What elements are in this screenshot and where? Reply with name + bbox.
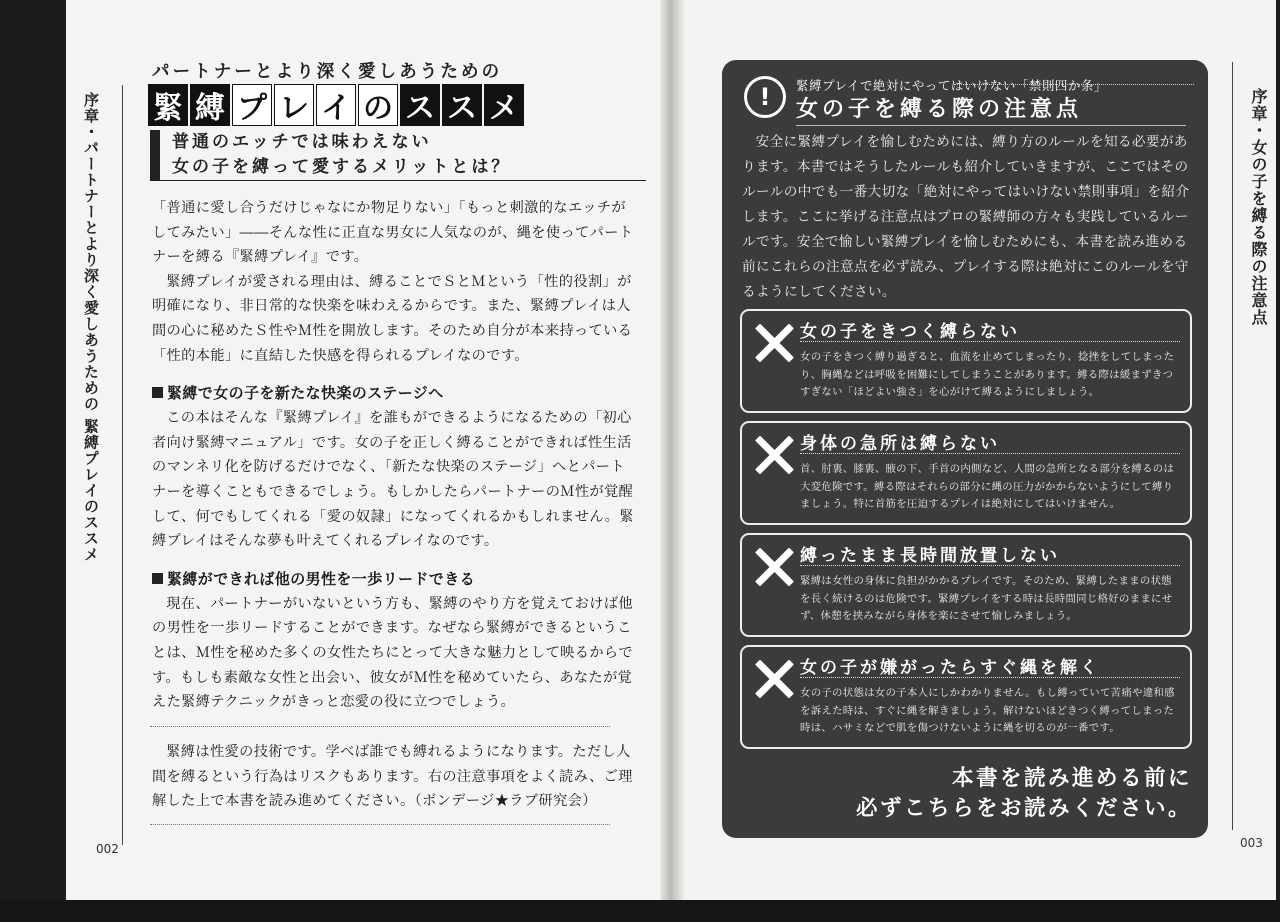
rule-card	[740, 533, 1192, 637]
rule-title: 縛ったまま長時間放置しない	[800, 546, 1060, 566]
title-char: ス	[400, 84, 440, 126]
section-heading-text: 緊縛ができれば他の男性を一歩リードできる	[167, 569, 476, 588]
rule-card	[740, 421, 1192, 525]
rule-text: 女の子の状態は女の子本人にしかわかりません。もし縛っていて苦痛や違和感を訴えた時は、すぐに縄を解きましょう。解けないほどきつく縛ってしまった時は、ハサミなどで肌を傷つけないように縄を切るのが一番です。	[800, 687, 1175, 734]
divider	[150, 824, 610, 825]
exclamation-icon: !	[744, 76, 786, 118]
divider	[800, 453, 1180, 454]
title-char: プ	[232, 84, 272, 126]
page-title	[148, 84, 550, 124]
square-bullet-icon	[152, 573, 163, 584]
rule-text: 首、肘裏、膝裏、腋の下、手首の内側など、人間の急所となる部分を縛るのは大変危険です。縛る際はそれらの部分に縄の圧力がかからないようにして縛りましょう。特に首筋を圧迫するプレイは絶対にしてはいけません。	[800, 463, 1175, 510]
square-bullet-icon	[152, 387, 163, 398]
title-char: イ	[316, 84, 356, 126]
panel-kicker: 緊縛プレイで絶対にやってはいけない「禁則四か条」	[796, 78, 1107, 93]
left-body	[152, 196, 636, 715]
subheading-line: 女の子を縛って愛するメリットとは？	[172, 157, 512, 177]
section-paragraph: この本はそんな『緊縛プレイ』を誰もができるようになるための「初心者向け緊縛マニュアル」です。女の子を正しく縛ることができれば性生活のマンネリ化を防げるだけでなく、「新たな快楽のステージ」へとパートナーを導くこともできるでしょう。もしかしたらパートナーのＭ性が覚醒して、何でもしてくれる「愛の奴隷」になってくれるかもしれません。緊縛プレイはそんな夢も叶えてくれるプレイなのです。	[152, 410, 634, 550]
section-paragraph: 現在、パートナーがいないという方も、緊縛のやり方を覚えておけば他の男性を一歩リードすることができます。なぜなら緊縛ができるということは、Ｍ性を秘めた多くの女性たちにとって大きな魅力として映るからです。もしも素敵な女性と出会い、彼女がＭ性を秘めていたら、あなたが覚えた緊縛テクニックがきっと恋愛の役に立つでしょう。	[152, 595, 633, 711]
intro-paragraph: 緊縛プレイが愛される理由は、縛ることでＳとＭという「性的役割」が明確になり、非日常的な快楽を味わえるからです。また、緊縛プレイは人間の心に秘めたＳ性やＭ性を開放します。そのため自分が本来持っている「性的本能」に直結した快感を得られるプレイなのです。	[152, 273, 633, 364]
page-number-right: 003	[1240, 836, 1263, 850]
left-running-head: 序章・パートナーとより深く愛しあうための 緊縛プレイのススメ	[82, 92, 100, 563]
rule-card	[740, 645, 1192, 749]
title-char: メ	[484, 84, 524, 126]
panel-title: 女の子を縛る際の注意点	[796, 92, 1186, 126]
closing-note: 緊縛は性愛の技術です。学べば誰でも縛れるようになります。ただし人間を縛るという行為はリスクもあります。右の注意事項をよく読み、ご理解した上で本書を読み進めてください。（ボンデージ★ラブ研究会）	[152, 744, 633, 810]
divider	[800, 341, 1180, 342]
rule-card	[740, 309, 1192, 413]
rule-title: 女の子が嫌がったらすぐ縄を解く	[800, 658, 1100, 678]
book-gutter	[660, 0, 684, 905]
cross-icon	[754, 323, 794, 363]
title-char: の	[358, 84, 398, 126]
divider	[800, 565, 1180, 566]
rule-text: 緊縛は女性の身体に負担がかかるプレイです。そのため、緊縛したままの状態を長く続けるのは危険です。緊縛プレイをする時は長時間同じ格好のままにせず、休憩を挟みながら身体を楽にさせて愉しみましょう。	[800, 575, 1173, 622]
rule-title: 身体の急所は縛らない	[800, 434, 1000, 454]
scan-background	[0, 900, 1280, 922]
section-heading	[152, 380, 636, 406]
section-heading	[152, 566, 636, 592]
intro-paragraph: 「普通に愛し合うだけじゃなにか物足りない」「もっと刺激的なエッチがしてみたい」――そんな性に正直な男女に人気なのが、縄を使ってパートナーを縛る『緊縛プレイ』です。	[152, 200, 634, 266]
divider	[954, 84, 1194, 85]
cross-icon	[754, 659, 794, 699]
footer-line: 本書を読み進める前に	[951, 766, 1192, 791]
cross-icon	[754, 547, 794, 587]
section-heading-text: 緊縛で女の子を新たな快楽のステージへ	[167, 384, 444, 403]
divider	[800, 677, 1180, 678]
rule-title: 女の子をきつく縛らない	[800, 322, 1020, 342]
page-number-left: 002	[96, 842, 119, 856]
subheading-line: 普通のエッチでは味わえない	[172, 132, 432, 152]
panel-intro: 安全に緊縛プレイを愉しむためには、縛り方のルールを知る必要があります。本書ではそうしたルールも紹介していきますが、ここではそのルールの中でも一番大切な「絶対にやってはいけない禁則事項」を紹介します。ここに挙げる注意点はプロの緊縛師の方々も実践しているルールです。安全で愉しい緊縛プレイを愉しむためにも、本書を読み進める前にこれらの注意点を必ず読み、プレイする際は絶対にこのルールを守るようにしてください。	[742, 134, 1190, 300]
rule-text: 女の子をきつく縛り過ぎると、血流を止めてしまったり、捻挫をしてしまったり、胸縄などは呼吸を困難にしてしまうことがあります。縛る際は緩まずきつすぎない「ほどよい強さ」を心がけて縛るようにしましょう。	[800, 351, 1175, 398]
title-char: ス	[442, 84, 482, 126]
right-running-head: 序章・女の子を縛る際の注意点	[1249, 88, 1268, 326]
divider	[150, 726, 610, 727]
title-kicker: パートナーとより深く愛しあうための	[152, 62, 503, 82]
title-char: 緊	[148, 84, 188, 126]
subheading	[150, 130, 646, 181]
panel-footer	[800, 764, 1192, 824]
title-char: レ	[274, 84, 314, 126]
cross-icon	[754, 435, 794, 475]
footer-line: 必ずこちらをお読みください。	[855, 796, 1192, 821]
title-char: 縛	[190, 84, 230, 126]
